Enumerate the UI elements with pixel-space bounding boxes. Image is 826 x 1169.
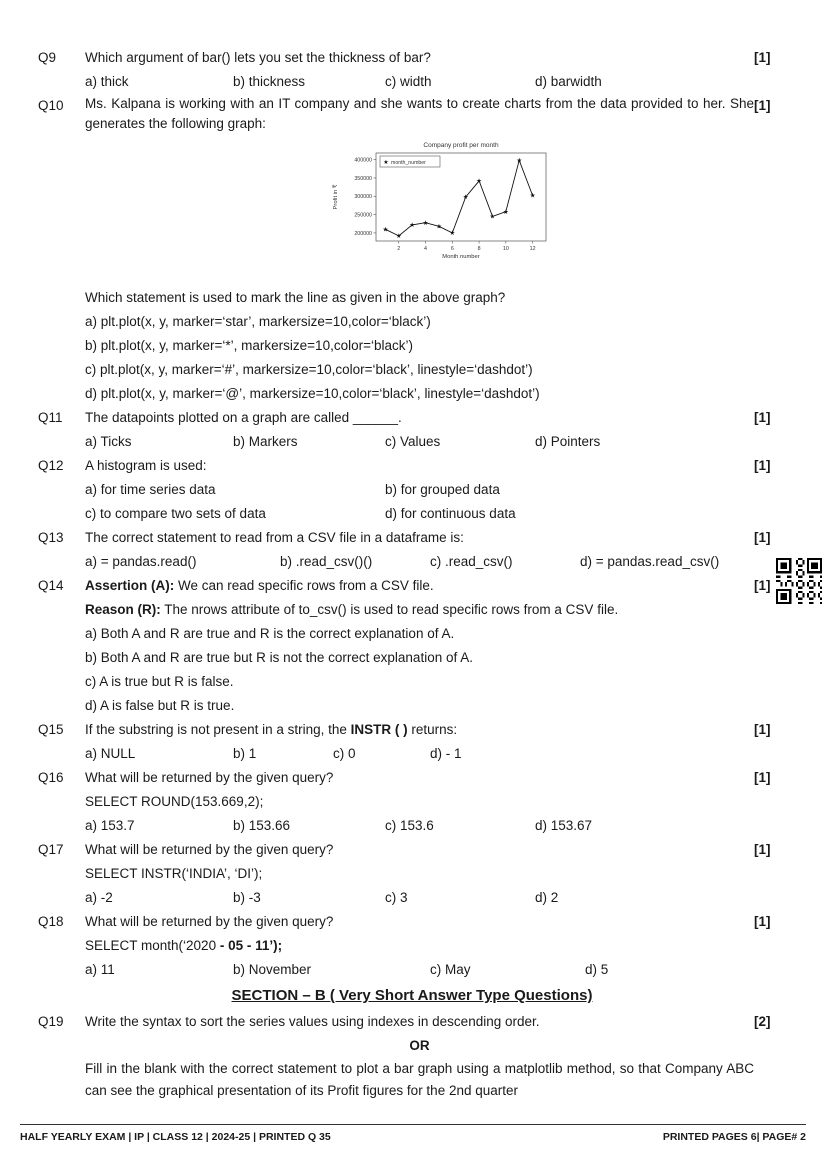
- option-a: a) 153.7: [85, 818, 135, 833]
- question-q9: [38, 46, 786, 94]
- options-row: [85, 478, 754, 502]
- data-point-marker: ★: [435, 223, 442, 231]
- data-point-marker: ★: [449, 230, 456, 238]
- reason-label: Reason (R):: [85, 602, 161, 617]
- marks: [1]: [754, 458, 771, 473]
- assertion-line: [85, 574, 754, 598]
- option-c: c) .read_csv(): [430, 554, 513, 569]
- y-tick-label: 400000: [354, 157, 372, 164]
- question-text: What will be returned by the given query?: [85, 842, 334, 857]
- question-q17: [38, 838, 786, 910]
- option-a: a) -2: [85, 890, 113, 905]
- option-c: c) width: [385, 74, 432, 89]
- question-text: [85, 718, 754, 742]
- option-b: b) thickness: [233, 74, 306, 89]
- option-d: d) = pandas.read_csv(): [580, 554, 720, 569]
- chart-title: Company profit per month: [423, 142, 499, 149]
- option-a: a) Ticks: [85, 434, 132, 449]
- options-row: [85, 814, 754, 838]
- text-post: returns:: [407, 722, 458, 737]
- qr-code-svg: [776, 558, 822, 604]
- question-number: Q14: [38, 578, 64, 593]
- sql-query: [85, 934, 754, 958]
- text-pre: If the substring is not present in a string, the: [85, 722, 351, 737]
- option-b: b) 1: [233, 746, 257, 761]
- option-c: c) 153.6: [385, 818, 434, 833]
- option-a: a) for time series data: [85, 482, 216, 497]
- question-q16: [38, 766, 786, 838]
- y-tick-label: 350000: [354, 175, 372, 182]
- option-c: c) Values: [385, 434, 441, 449]
- marks: [1]: [754, 530, 771, 545]
- options-row: [85, 70, 754, 94]
- legend-label: month_number: [391, 159, 426, 166]
- y-tick-label: 300000: [354, 194, 372, 201]
- question-q10: [38, 94, 786, 406]
- data-point-marker: ★: [382, 226, 389, 234]
- svg-text:★: ★: [383, 160, 389, 166]
- or-separator: OR: [409, 1038, 430, 1053]
- option-b: b) for grouped data: [385, 482, 500, 497]
- marks: [1]: [754, 578, 771, 593]
- option-c: c) plt.plot(x, y, marker=‘#’, markersize=10,color=‘black’, linestyle=‘dashdot’): [85, 362, 533, 377]
- marks: [1]: [754, 770, 771, 785]
- option-d: d) - 1: [430, 746, 462, 761]
- x-tick-label: 10: [502, 246, 509, 252]
- x-tick-label: 6: [450, 246, 454, 252]
- y-axis-label: Profit in ₹: [333, 184, 339, 210]
- options-row: [85, 430, 754, 454]
- option-b: b) Markers: [233, 434, 298, 449]
- sql-query: SELECT ROUND(153.669,2);: [85, 794, 264, 809]
- assertion-text: We can read specific rows from a CSV file.: [174, 578, 434, 593]
- q10-chart: [328, 139, 574, 283]
- question-number: Q11: [38, 410, 63, 425]
- question-q18: [38, 910, 786, 982]
- question-number: Q15: [38, 722, 64, 737]
- marks: [2]: [754, 1014, 771, 1029]
- option-b: b) -3: [233, 890, 261, 905]
- data-point-marker: ★: [529, 192, 536, 200]
- options-row: [85, 550, 754, 574]
- data-point-marker: ★: [422, 219, 429, 227]
- question-q19: [38, 1010, 786, 1102]
- question-q12: [38, 454, 786, 526]
- query-bold: - 05 - 11’);: [219, 938, 283, 953]
- option-b: b) 153.66: [233, 818, 291, 833]
- question-q13: [38, 526, 786, 574]
- question-q11: [38, 406, 786, 454]
- option-c: c) May: [430, 962, 471, 977]
- question-q14: [38, 574, 786, 718]
- question-number: Q17: [38, 842, 64, 857]
- options-row: [85, 742, 754, 766]
- footer-page-info: PRINTED PAGES 6| PAGE# 2: [662, 1131, 806, 1143]
- footer-exam-info: HALF YEARLY EXAM | IP | CLASS 12 | 2024-25 | PRINTED Q 35: [20, 1131, 331, 1143]
- question-text: What will be returned by the given query?: [85, 914, 334, 929]
- question-list: [38, 46, 786, 1102]
- data-point-marker: ★: [462, 194, 469, 202]
- section-b-heading: SECTION – B ( Very Short Answer Type Questions): [231, 987, 593, 1004]
- question-number: Q18: [38, 914, 64, 929]
- question-text: A histogram is used:: [85, 458, 207, 473]
- query-pre: SELECT month(‘2020: [85, 938, 220, 953]
- marks: [1]: [754, 98, 771, 113]
- question-text: Write the syntax to sort the series values using indexes in descending order.: [85, 1014, 540, 1029]
- option-d: d) plt.plot(x, y, marker=‘@’, markersize=10,color=‘black’, linestyle=‘dashdot’): [85, 386, 540, 401]
- x-tick-label: 12: [529, 246, 536, 252]
- question-text: Ms. Kalpana is working with an IT company and she wants to create charts from the data provided to her. She generates the following graph:: [85, 96, 754, 131]
- option-b: b) Both A and R are true but R is not the correct explanation of A.: [85, 650, 473, 665]
- option-b: b) .read_csv()(): [280, 554, 373, 569]
- option-a: a) Both A and R are true and R is the correct explanation of A.: [85, 626, 455, 641]
- option-d: d) Pointers: [535, 434, 601, 449]
- question-number: Q10: [38, 98, 64, 113]
- option-c: c) 3: [385, 890, 408, 905]
- option-d: d) 2: [535, 890, 559, 905]
- page-footer: [20, 1124, 806, 1143]
- qr-code: [776, 558, 822, 607]
- option-a: a) = pandas.read(): [85, 554, 197, 569]
- sql-query: SELECT INSTR(‘INDIA’, ‘DI’);: [85, 866, 263, 881]
- options-row: [85, 886, 754, 910]
- question-number: Q16: [38, 770, 64, 785]
- options-row: [85, 502, 754, 526]
- option-d: d) barwidth: [535, 74, 602, 89]
- data-point-marker: ★: [502, 208, 509, 216]
- option-d: d) 5: [585, 962, 609, 977]
- marks: [1]: [754, 410, 771, 425]
- data-point-marker: ★: [409, 222, 416, 230]
- x-tick-label: 2: [397, 246, 401, 252]
- option-b: b) plt.plot(x, y, marker=‘*’, markersize=10,color=‘black’): [85, 338, 413, 353]
- x-tick-label: 8: [477, 246, 481, 252]
- question-text: Which argument of bar() lets you set the thickness of bar?: [85, 50, 431, 65]
- question-number: Q13: [38, 530, 64, 545]
- marks: [1]: [754, 914, 771, 929]
- marks: [1]: [754, 722, 771, 737]
- question-number: Q19: [38, 1014, 64, 1029]
- option-d: d) 153.67: [535, 818, 593, 833]
- option-d: d) A is false but R is true.: [85, 698, 235, 713]
- option-c: c) to compare two sets of data: [85, 506, 266, 521]
- reason-line: [85, 598, 754, 622]
- y-tick-label: 200000: [354, 230, 372, 237]
- x-tick-label: 4: [424, 246, 428, 252]
- option-a: a) plt.plot(x, y, marker=‘star’, markersize=10,color=‘black’): [85, 314, 431, 329]
- data-point-marker: ★: [489, 213, 496, 221]
- option-a: a) NULL: [85, 746, 136, 761]
- question-q15: [38, 718, 786, 766]
- x-axis-label: Month number: [442, 254, 480, 260]
- question-subtext: Which statement is used to mark the line as given in the above graph?: [85, 290, 506, 305]
- chart-svg: [328, 139, 574, 283]
- marks: [1]: [754, 50, 771, 65]
- question-text: The datapoints plotted on a graph are called ______.: [85, 410, 402, 425]
- reason-text: The nrows attribute of to_csv() is used to read specific rows from a CSV file.: [160, 602, 619, 617]
- marks: [1]: [754, 842, 771, 857]
- question-text: What will be returned by the given query?: [85, 770, 334, 785]
- instr-keyword: INSTR ( ): [350, 722, 408, 737]
- assertion-label: Assertion (A):: [85, 578, 175, 593]
- options-row: [85, 958, 754, 982]
- question-number: Q9: [38, 50, 57, 65]
- question-text: The correct statement to read from a CSV file in a dataframe is:: [85, 530, 464, 545]
- y-tick-label: 250000: [354, 212, 372, 219]
- option-d: d) for continuous data: [385, 506, 516, 521]
- data-point-marker: ★: [476, 178, 482, 186]
- data-point-marker: ★: [395, 233, 402, 241]
- option-b: b) November: [233, 962, 312, 977]
- option-a: a) thick: [85, 74, 129, 89]
- alternative-question-text: Fill in the blank with the correct statement to plot a bar graph using a matplotlib method, so that Company ABC can see the graphical presentation of its Profit figures for the 2nd quarter: [85, 1061, 754, 1098]
- data-point-marker: ★: [516, 157, 523, 165]
- option-c: c) A is true but R is false.: [85, 674, 234, 689]
- option-c: c) 0: [333, 746, 356, 761]
- question-number: Q12: [38, 458, 64, 473]
- option-a: a) 11: [85, 962, 115, 977]
